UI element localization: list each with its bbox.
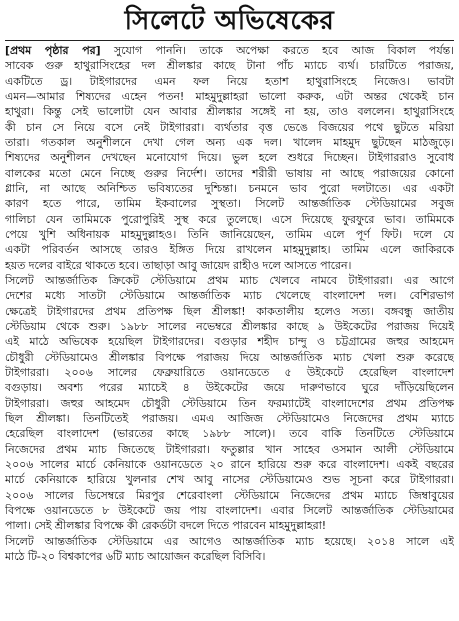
- article-line: হয়ত দলের বাইরে থাকতে হবে। তাছাড়া আবু জায়েদ রাহীও দলে আসতে পারেন।: [5, 258, 352, 272]
- article-line: গালিচা যেন তামিমকে পুরোপুরিই সুস্থ করে তুলেছে। এসে দিয়েছে ফুরফুরে ভাব। তামিমকে: [5, 212, 454, 226]
- article-line: তারা। গতকাল অনুশীলনে দেখা গেল অন্য এক দল। খালেদ মাহমুদ ছুটছেন মাঠজুড়ে।: [5, 135, 454, 149]
- article-line: ছিল শ্রীলঙ্কা। তিনটিতেই পরাজয়। এমএ আজিজ স্টেডিয়ামেও নিজেদের প্রথম ম্যাচে: [5, 411, 454, 425]
- article-line: টাইগাররা। ২০০৬ সালের ফেব্রুয়ারিতে ওয়ানডেতে ৫ উইকেটে হেরেছিল বাংলাদেশ: [5, 365, 454, 379]
- article-line: চৌধুরী স্টেডিয়ামেও শ্রীলঙ্কার বিপক্ষে পরাজয় দিয়ে আন্তর্জাতিক ম্যাচ খেলা শুরু করেছে: [5, 350, 454, 364]
- article-line: টাইগাররা। জহুর আহমেদ চৌধুরী স্টেডিয়ামে তিন ফরম্যাটেই বাংলাদেশের প্রথম প্রতিপক্ষ: [5, 396, 454, 410]
- open-bracket: [: [5, 44, 10, 57]
- article-line: সিলেট আন্তর্জাতিক স্টেডিয়ামে এর আগেও আন্তর্জাতিক ম্যাচ হয়েছে। ২০১৪ সালে এই: [5, 534, 454, 548]
- article-body: [5, 43, 454, 564]
- article-line: এই মাঠে অভিষেক হয়েছিল টাইগারদের। বগুড়ার শহীদ চান্দু ও চট্টগ্রামের জহুর আহমেদ: [5, 335, 454, 349]
- close-bracket: ]: [95, 44, 101, 57]
- article-line: বিপক্ষে ওয়ানডেতে ৮ উইকেটে জয় পায় বাংলাদেশ। এবার সিলেট আন্তর্জাতিক স্টেডিয়ামের: [5, 503, 454, 517]
- article-line: হেরেছিল বাংলাদেশ (ভারতের কাছে ১৯৮৮ সালে)। তবে বাকি তিনটিতে স্টেডিয়ামে: [5, 427, 454, 441]
- article-line: কী চান সে নিয়ে বসে নেই টাইগাররা। ব্যর্থতার বৃত্ত ভেঙে বিজয়ের পথে ছুটতে মরিয়া: [5, 120, 454, 134]
- continuation-tag: প্রথম পৃষ্ঠার পর: [9, 44, 96, 57]
- article-line: ক্ষেত্রেই টাইগারদের প্রথম প্রতিপক্ষ ছিল শ্রীলঙ্কা! কাকতালীয় হলেও সত্য। বঙ্গবন্ধু জাতীয়: [5, 304, 454, 318]
- article-line: এমন—আমার শিষ্যদের এহেন পতন! মাহমুদুল্লাহরা ভালো করুক, এটা অন্তর থেকেই চান: [5, 89, 454, 103]
- article-line: স্টেডিয়াম থেকে শুরু। ১৯৮৮ সালের নভেম্বরে শ্রীলঙ্কার কাছে ৯ উইকেটের পরাজয় দিয়েই: [5, 319, 454, 333]
- article-line: সিলেট আন্তর্জাতিক ক্রিকেট স্টেডিয়ামে প্রথম ম্যাচ খেলবে নামবে টাইগাররা। এর আগে: [5, 273, 454, 287]
- headline-divider: [5, 40, 454, 41]
- article-line: সাবেক গুরু হাথুরাসিংহের দল শ্রীলঙ্কার কাছে টানা পাঁচ ম্যাচে ব্যর্থ। চারটিতে পরাজয়,: [5, 59, 454, 73]
- article-line: [5, 43, 454, 58]
- article-line: বগুড়ায়। অবশ্য পরের ম্যাচেই ৪ উইকেটের জয়ে দারুণভাবে ঘুরে দাঁড়িয়েছিলেন: [5, 381, 454, 395]
- article-line: পেয়ে খুশি অধিনায়ক মাহমুদুল্লাহও। তিনি জানিয়েছেন, তামিম এলে পূর্ণ ফিট। দলে যে: [5, 227, 454, 241]
- article-line: ২০০৬ সালের মার্চে কেনিয়াকে ওয়ানডেতে ২০ রানে হারিয়ে শুরু করে বাংলাদেশ। একই বছরের: [5, 457, 454, 471]
- article-line: মার্চে কেনিয়াকে হারিয়ে খুলনার শেখ আবু নাসের স্টেডিয়ামেও শুভ সূচনা করে টাইগাররা।: [5, 473, 454, 487]
- article-line: দেশের মধ্যে সাতটা স্টেডিয়ামে আন্তর্জাতিক ম্যাচ খেলেছে বাংলাদেশ দল। বেশিরভাগ: [5, 289, 454, 303]
- article-line: নিজেদের প্রথম ম্যাচ জিতেছে টাইগাররা। ফতুল্লার খান সাহেব ওসমান আলী স্টেডিয়ামে: [5, 442, 454, 456]
- article-line: একটিতে ড্র। টাইগারদের এমন ফল নিয়ে হতাশ হাথুরাসিংহে নিজেও। ভাবটা: [5, 74, 454, 88]
- article-line: হাথুরা। কিন্তু সেই ভালোটা যেন আবার শ্রীলঙ্কার সঙ্গেই না হয়, তাও বললেন। হাথুরাসিংহে: [5, 105, 454, 119]
- line-text: সুযোগ পাননি। তাকে অপেক্ষা করতে হবে আজ বিকাল পর্যন্ত।: [100, 44, 454, 57]
- article-line: একটা পরিবর্তন আসছে তারও ইঙ্গিত দিয়ে রাখলেন মাহমুদুল্লাহ। তামিম এলে জাকিরকে: [5, 243, 454, 257]
- article-line: শিষ্যদের অনুশীলন দেখছেন মনোযোগ দিয়ে। ভুল হলে শুধরে দিচ্ছেন। টাইগাররাও সুবোধ: [5, 151, 454, 165]
- headline: সিলেটে অভিষেকের: [124, 6, 335, 36]
- article-line: ২০০৬ সালের ডিসেম্বরে মিরপুর শেরেবাংলা স্টেডিয়ামে নিজেদের প্রথম ম্যাচে জিম্বাবুয়ের: [5, 488, 454, 502]
- article-line: পালা। সেই শ্রীলঙ্কার বিপক্ষে কী রেকর্ডটা বদলে দিতে পারবেন মাহমুদুল্লাহরা!: [5, 519, 327, 533]
- article-line: গ্লানি, না আছে অনিশ্চিত ভবিষ্যতের দুশ্চিন্তা। চনমনে ভাব পুরো দলটাতে। এর একটা: [5, 181, 454, 195]
- article-line: মাঠে টি-২০ বিশ্বকাপের ৬টি ম্যাচ আয়োজন করেছিল বিসিবি।: [5, 549, 266, 563]
- article-line: কারণ হতে পারে, তামিম ইকবালের সুস্থতা। সিলেট আন্তর্জাতিক স্টেডিয়ামের সবুজ: [5, 197, 454, 211]
- article-line: বালকের মতো মেনে নিচ্ছে গুরুর নির্দেশ। তাদের শরীরী ভাষায় না আছে পরাজয়ের কোনো: [5, 166, 454, 180]
